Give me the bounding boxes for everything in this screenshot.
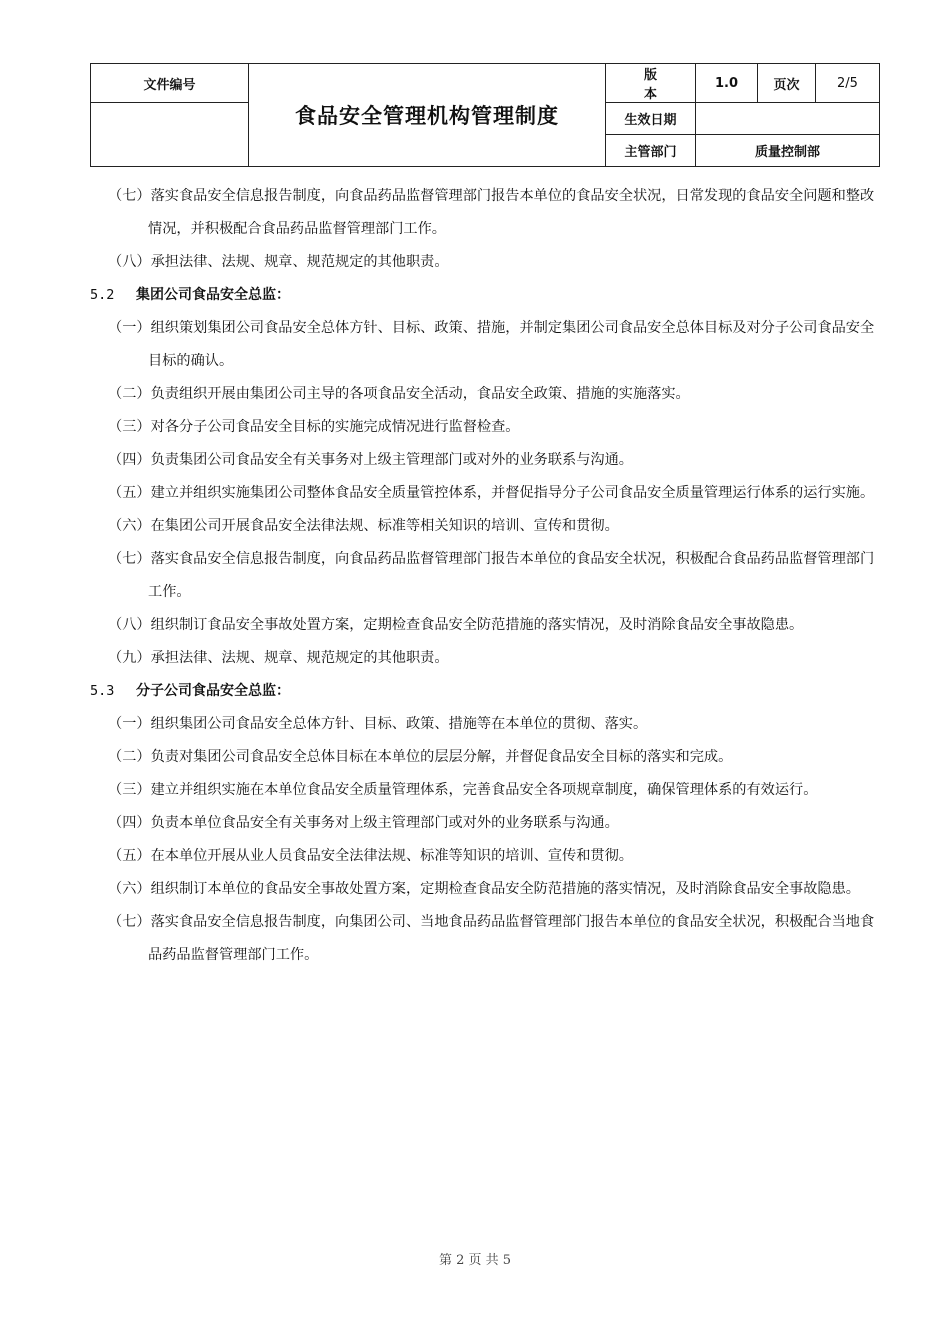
section-heading-5-2	[90, 279, 880, 312]
item-number: （八）	[108, 254, 151, 270]
page-footer: 第 2 页 共 5	[438, 1253, 512, 1268]
intro-list	[90, 180, 880, 279]
item-number: （三）	[108, 419, 151, 435]
item-number: （六）	[108, 881, 151, 897]
page-label: 页次	[758, 64, 816, 103]
item-number: （六）	[108, 518, 151, 534]
item-number: （七）	[108, 551, 151, 567]
list-item	[90, 543, 880, 609]
item-text: 在本单位开展从业人员食品安全法律法规、标准等知识的培训、宣传和贯彻。	[150, 848, 633, 864]
item-number: （四）	[108, 815, 151, 831]
doc-number-value	[91, 103, 249, 167]
item-text: 建立并组织实施集团公司整体食品安全质量管控体系，并督促指导分子公司食品安全质量管理运行体系的运行实施。	[150, 485, 875, 501]
item-text: 在集团公司开展食品安全法律法规、标准等相关知识的培训、宣传和贯彻。	[150, 518, 619, 534]
list-item	[90, 510, 880, 543]
item-number: （二）	[108, 749, 151, 765]
item-number: （五）	[108, 485, 151, 501]
effective-date-value	[696, 103, 880, 135]
list-item	[90, 411, 880, 444]
section-title: 集团公司食品安全总监：	[136, 287, 290, 303]
version-value: 1.0	[696, 64, 758, 103]
item-text: 落实食品安全信息报告制度，向食品药品监督管理部门报告本单位的食品安全状况，日常发现的食品安全问题和整改情况，并积极配合食品药品监督管理部门工作。	[148, 188, 875, 237]
list-item	[90, 609, 880, 642]
list-item	[90, 378, 880, 411]
item-text: 负责集团公司食品安全有关事务对上级主管理部门或对外的业务联系与沟通。	[150, 452, 633, 468]
list-item	[90, 774, 880, 807]
list-item	[90, 906, 880, 972]
document-header-table	[90, 63, 880, 167]
item-number: （五）	[108, 848, 151, 864]
list-item	[90, 444, 880, 477]
list-item	[90, 180, 880, 246]
item-number: （八）	[108, 617, 151, 633]
list-item	[90, 312, 880, 378]
item-text: 承担法律、法规、规章、规范规定的其他职责。	[150, 650, 449, 666]
doc-number-label: 文件编号	[91, 64, 249, 103]
item-number: （四）	[108, 452, 151, 468]
item-text: 组织制订本单位的食品安全事故处置方案，定期检查食品安全防范措施的落实情况，及时消除食品安全事故隐患。	[150, 881, 860, 897]
item-text: 组织策划集团公司食品安全总体方针、目标、政策、措施，并制定集团公司食品安全总体目标及对分子公司食品安全目标的确认。	[148, 320, 875, 369]
item-text: 建立并组织实施在本单位食品安全质量管理体系，完善食品安全各项规章制度，确保管理体系的有效运行。	[150, 782, 818, 798]
item-number: （七）	[108, 188, 151, 204]
item-text: 负责本单位食品安全有关事务对上级主管理部门或对外的业务联系与沟通。	[150, 815, 619, 831]
department-value: 质量控制部	[696, 135, 880, 167]
section-number: 5.2	[90, 287, 115, 303]
item-text: 承担法律、法规、规章、规范规定的其他职责。	[150, 254, 449, 270]
list-item	[90, 807, 880, 840]
item-number: （九）	[108, 650, 151, 666]
item-text: 落实食品安全信息报告制度，向集团公司、当地食品药品监督管理部门报告本单位的食品安全状况，积极配合当地食品药品监督管理部门工作。	[148, 914, 875, 963]
list-item	[90, 477, 880, 510]
item-text: 组织集团公司食品安全总体方针、目标、政策、措施等在本单位的贯彻、落实。	[150, 716, 648, 732]
section-number: 5.3	[90, 683, 115, 699]
item-number: （一）	[108, 716, 151, 732]
list-item	[90, 873, 880, 906]
version-label: 版本	[606, 64, 696, 103]
section-5-3-list	[90, 708, 880, 972]
item-number: （一）	[108, 320, 151, 336]
list-item	[90, 741, 880, 774]
list-item	[90, 246, 880, 279]
list-item	[90, 708, 880, 741]
section-heading-5-3	[90, 675, 880, 708]
effective-date-label: 生效日期	[606, 103, 696, 135]
page-value: 2/5	[816, 64, 880, 103]
document-title: 食品安全管理机构管理制度	[249, 64, 606, 167]
document-body	[90, 180, 880, 972]
list-item	[90, 840, 880, 873]
item-text: 组织制订食品安全事故处置方案，定期检查食品安全防范措施的落实情况，及时消除食品安全事故隐患。	[150, 617, 804, 633]
item-number: （三）	[108, 782, 151, 798]
department-label: 主管部门	[606, 135, 696, 167]
section-title: 分子公司食品安全总监：	[136, 683, 290, 699]
item-number: （二）	[108, 386, 151, 402]
item-text: 落实食品安全信息报告制度，向食品药品监督管理部门报告本单位的食品安全状况，积极配合食品药品监督管理部门工作。	[148, 551, 875, 600]
item-number: （七）	[108, 914, 151, 930]
section-5-2-list	[90, 312, 880, 675]
item-text: 负责对集团公司食品安全总体目标在本单位的层层分解，并督促食品安全目标的落实和完成。	[150, 749, 733, 765]
item-text: 负责组织开展由集团公司主导的各项食品安全活动，食品安全政策、措施的实施落实。	[150, 386, 690, 402]
item-text: 对各分子公司食品安全目标的实施完成情况进行监督检查。	[150, 419, 520, 435]
list-item	[90, 642, 880, 675]
